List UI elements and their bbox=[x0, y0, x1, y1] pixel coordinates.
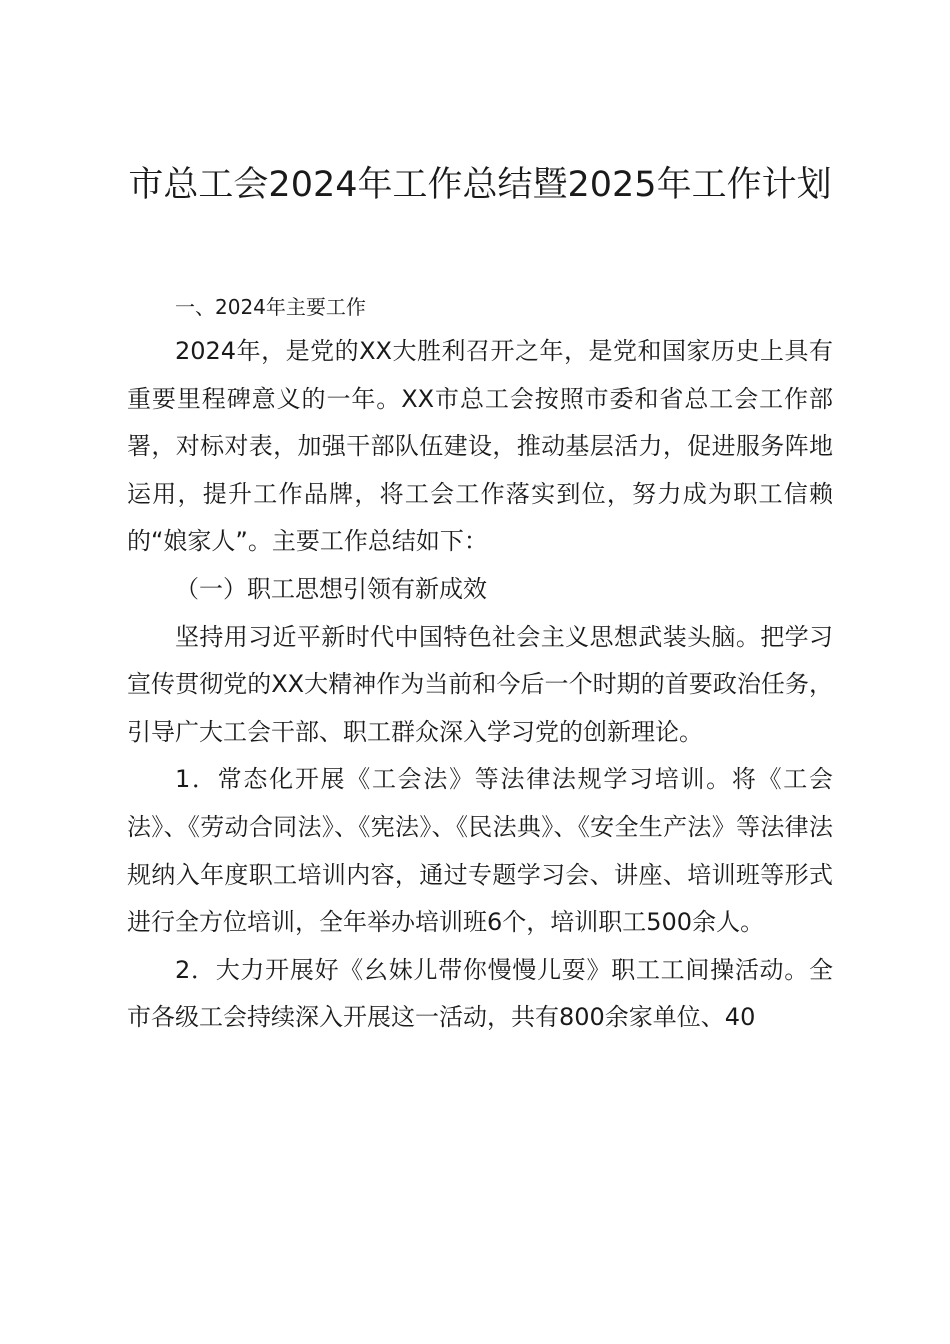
item-2-paragraph: 2．大力开展好《幺妹儿带你慢慢儿耍》职工工间操活动。全市各级工会持续深入开展这一活动，共有800余家单位、40 bbox=[127, 955, 833, 1032]
document-title: 市总工会2024年工作总结暨2025年工作计划 bbox=[128, 165, 832, 205]
item-1-paragraph: 1．常态化开展《工会法》等法律法规学习培训。将《工会法》、《劳动合同法》、《宪法》、《民法典》、《安全生产法》等法律法规纳入年度职工培训内容，通过专题学习会、讲座、培训班等形式进行全方位培训，全年举办培训班6个，培训职工500余人。 bbox=[127, 765, 833, 937]
document-body: 一、2024年主要工作 2024年，是党的XX大胜利召开之年，是党和国家历史上具有重要里程碑意义的一年。XX市总工会按照市委和省总工会工作部署，对标对表，加强干部队伍建设，推动基层活力，促进服务阵地运用，提升工作品牌，将工会工作落实到位，努力成为职工信赖的“娘家人”。主要工作总结如下： （一）职工思想引领有新成效 坚持用习近平新时代中国特色社会主义思想武装头脑。把学习宣传贯彻党的XX大精神作为当前和今后一个时期的首要政治任务，引导广大工会干部、职工群众深入学习党的创新理论。 1．常态化开展《工会法》等法律法规学习培训。将《工会法》、《劳动合同法》、《宪法》、《民法典》、《安全生产法》等法律法规纳入年度职工培训内容，通过专题学习会、讲座、培训班等形式进行全方位培训，全年举办培训班6个，培训职工500余人。 2．大力开展好《幺妹儿带你慢慢儿耍》职工工间操活动。全市各级工会持续深入开展这一活动，共有800余家单位、40 bbox=[127, 306, 833, 1042]
intro-paragraph: 2024年，是党的XX大胜利召开之年，是党和国家历史上具有重要里程碑意义的一年。XX市总工会按照市委和省总工会工作部署，对标对表，加强干部队伍建设，推动基层活力，促进服务阵地运用，提升工作品牌，将工会工作落实到位，努力成为职工信赖的“娘家人”。主要工作总结如下： bbox=[127, 337, 833, 556]
subsection-heading: （一）职工思想引领有新成效 bbox=[175, 574, 487, 603]
subsection-paragraph: 坚持用习近平新时代中国特色社会主义思想武装头脑。把学习宣传贯彻党的XX大精神作为当前和今后一个时期的首要政治任务，引导广大工会干部、职工群众深入学习党的创新理论。 bbox=[127, 622, 833, 746]
